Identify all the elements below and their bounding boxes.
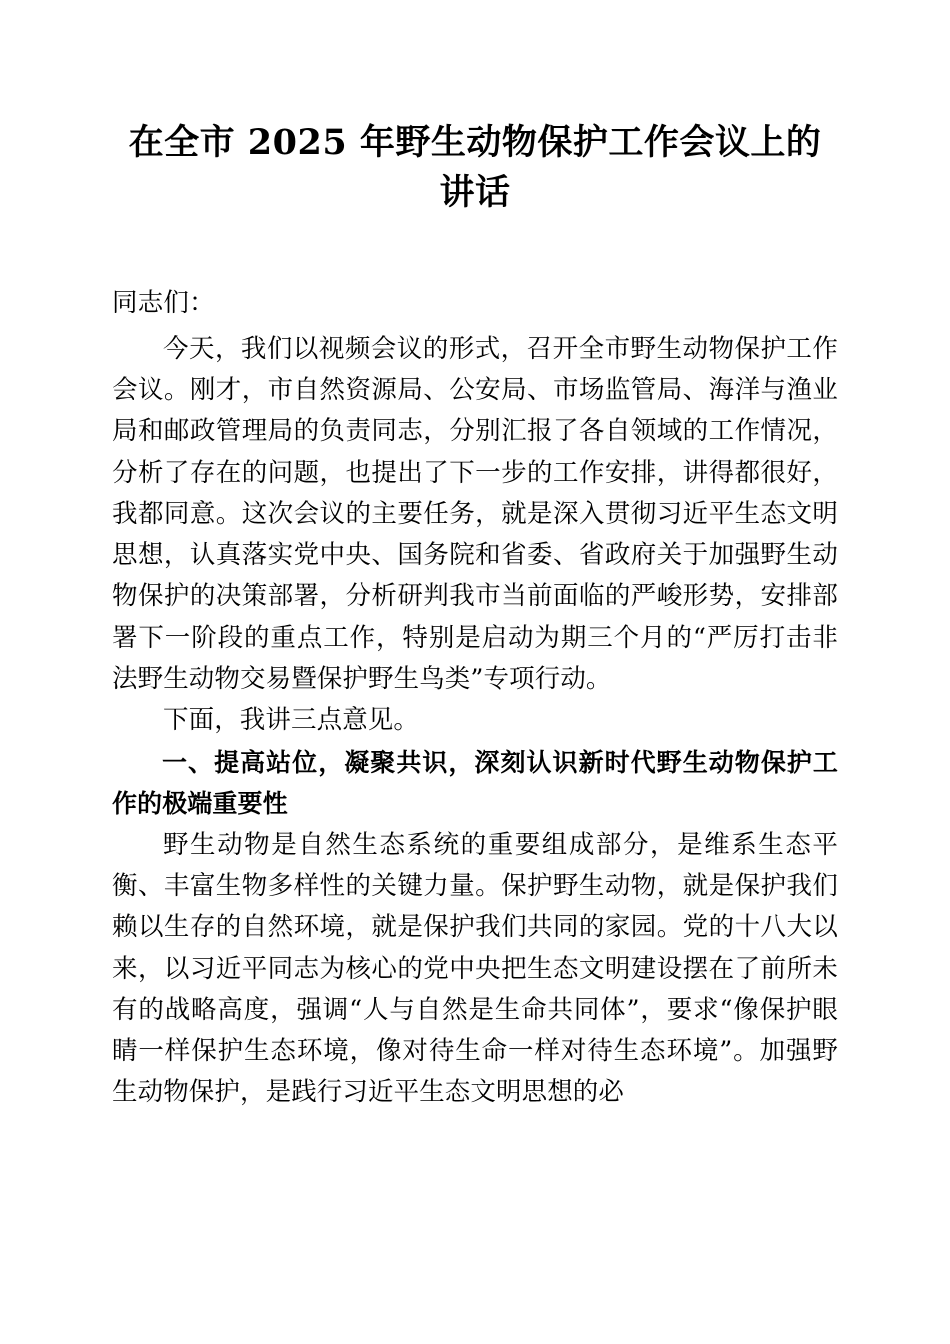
section-heading-1: 一、提高站位，凝聚共识，深刻认识新时代野生动物保护工作的极端重要性: [112, 747, 838, 819]
page-title: 在全市 2025 年野生动物保护工作会议上的讲话: [128, 122, 822, 213]
paragraph-1: 今天，我们以视频会议的形式，召开全市野生动物保护工作会议。刚才，市自然资源局、公安局、市场监管局、海洋与渔业局和邮政管理局的负责同志，分别汇报了各自领域的工作情况，分析了存在的问题，也提出了下一步的工作安排，讲得都很好，我都同意。这次会议的主要任务，就是深入贯彻习近平生态文明思想，认真落实党中央、国务院和省委、省政府关于加强野生动物保护的决策部署，分析研判我市当前面临的严峻形势，安排部署下一阶段的重点工作，特别是启动为期三个月的“严厉打击非法野生动物交易暨保护野生鸟类”专项行动。: [112, 333, 838, 695]
salutation: 同志们：: [112, 288, 215, 319]
paragraph-2: 下面，我讲三点意见。: [163, 705, 420, 736]
paragraph-3: 野生动物是自然生态系统的重要组成部分，是维系生态平衡、丰富生物多样性的关键力量。保护野生动物，就是保护我们赖以生存的自然环境，就是保护我们共同的家园。党的十八大以来，以习近平同志为核心的党中央把生态文明建设摆在了前所未有的战略高度，强调“人与自然是生命共同体”，要求“像保护眼睛一样保护生态环境，像对待生命一样对待生态环境”。加强野生动物保护，是践行习近平生态文明思想的必: [112, 829, 838, 1108]
